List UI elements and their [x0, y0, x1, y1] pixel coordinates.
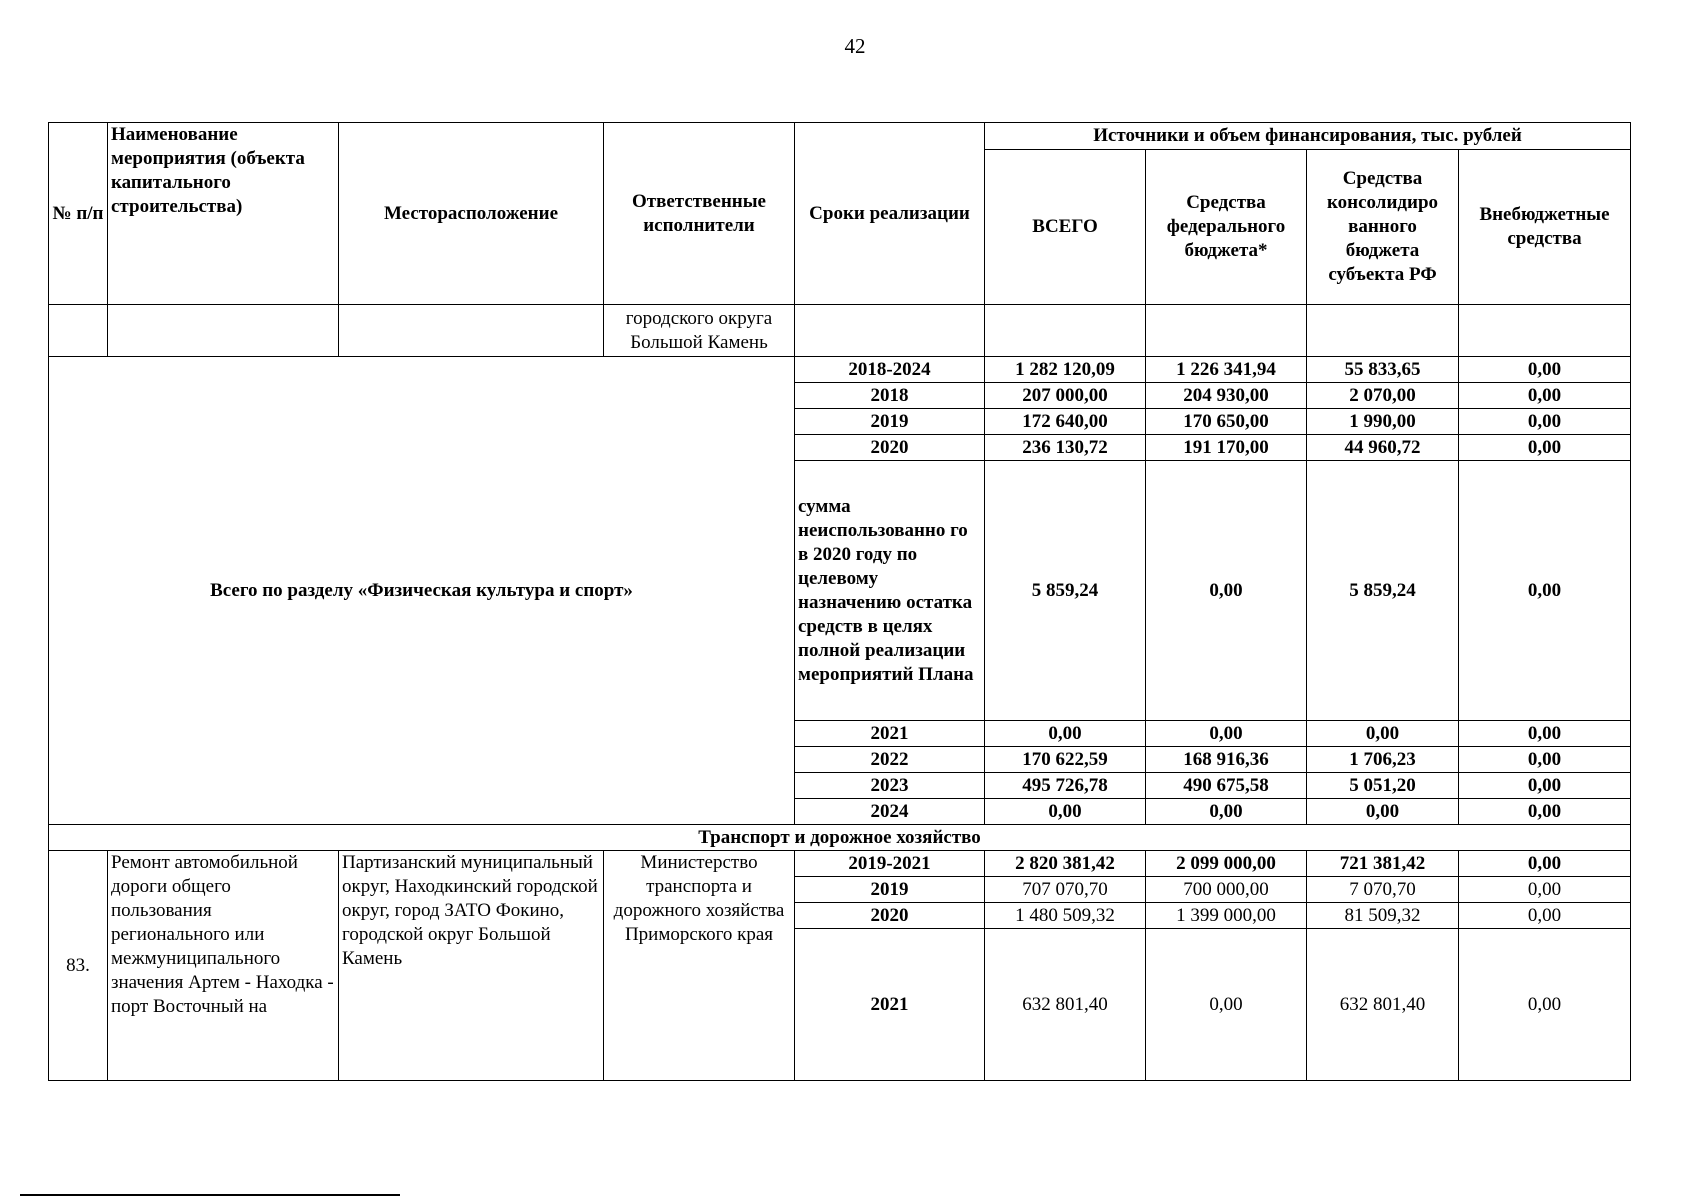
consolidated-cell: 632 801,40: [1307, 929, 1459, 1081]
total-cell: 172 640,00: [985, 409, 1146, 435]
consolidated-cell: 2 070,00: [1307, 383, 1459, 409]
consolidated-cell: 0,00: [1307, 721, 1459, 747]
financing-table: [48, 122, 1631, 1081]
term-cell: 2023: [795, 773, 985, 799]
offbudget-cell: 0,00: [1459, 383, 1631, 409]
term-cell: 2019-2021: [795, 851, 985, 877]
term-cell: 2024: [795, 799, 985, 825]
total-cell: 170 622,59: [985, 747, 1146, 773]
total-cell: 707 070,70: [985, 877, 1146, 903]
offbudget-cell: 0,00: [1459, 435, 1631, 461]
header-executors: Ответственные исполнители: [604, 123, 795, 305]
header-location: Месторасположение: [339, 123, 604, 305]
header-total: ВСЕГО: [985, 150, 1146, 305]
offbudget-cell: 0,00: [1459, 357, 1631, 383]
federal-cell: 191 170,00: [1146, 435, 1307, 461]
header-offbudget: Внебюджетные средства: [1459, 150, 1631, 305]
consolidated-cell: 721 381,42: [1307, 851, 1459, 877]
offbudget-cell: 0,00: [1459, 773, 1631, 799]
term-cell: 2022: [795, 747, 985, 773]
term-cell: 2018: [795, 383, 985, 409]
federal-cell: 168 916,36: [1146, 747, 1307, 773]
consolidated-cell: 5 051,20: [1307, 773, 1459, 799]
term-cell: 2020: [795, 903, 985, 929]
consolidated-cell: 55 833,65: [1307, 357, 1459, 383]
header-num: № п/п: [49, 123, 108, 305]
header-financing-group: Источники и объем финансирования, тыс. рублей: [985, 123, 1631, 150]
continuation-row: [49, 305, 1631, 357]
federal-cell: 0,00: [1146, 929, 1307, 1081]
total-cell: 0,00: [985, 721, 1146, 747]
section-title-row: [49, 825, 1631, 851]
federal-cell: 490 675,58: [1146, 773, 1307, 799]
table-row: [49, 851, 1631, 877]
header-terms: Сроки реализации: [795, 123, 985, 305]
term-cell: 2018-2024: [795, 357, 985, 383]
item-name: Ремонт автомобильной дороги общего пользования регионального или межмуниципального значения Артем - Находка - порт Восточный на: [108, 851, 339, 1081]
total-cell: 495 726,78: [985, 773, 1146, 799]
term-cell-note: сумма неиспользованно го в 2020 году по целевому назначению остатка средств в целях полной реализации мероприятий Плана: [795, 461, 985, 721]
consolidated-cell: 81 509,32: [1307, 903, 1459, 929]
total-cell: 1 282 120,09: [985, 357, 1146, 383]
consolidated-cell: 1 990,00: [1307, 409, 1459, 435]
federal-cell: 700 000,00: [1146, 877, 1307, 903]
continuation-executors: городского округа Большой Камень: [604, 305, 795, 357]
offbudget-cell: 0,00: [1459, 877, 1631, 903]
term-cell: 2021: [795, 721, 985, 747]
total-cell: 236 130,72: [985, 435, 1146, 461]
offbudget-cell: 0,00: [1459, 799, 1631, 825]
offbudget-cell: 0,00: [1459, 747, 1631, 773]
page-number: 42: [844, 34, 866, 58]
table-row: [49, 357, 1631, 383]
term-cell: 2020: [795, 435, 985, 461]
header-consolidated: Средства консолидиро ванного бюджета субъекта РФ: [1307, 150, 1459, 305]
consolidated-cell: 0,00: [1307, 799, 1459, 825]
federal-cell: 1 399 000,00: [1146, 903, 1307, 929]
term-cell: 2021: [795, 929, 985, 1081]
consolidated-cell: 7 070,70: [1307, 877, 1459, 903]
federal-cell: 2 099 000,00: [1146, 851, 1307, 877]
item-number: 83.: [49, 851, 108, 1081]
total-cell: 2 820 381,42: [985, 851, 1146, 877]
term-cell: 2019: [795, 877, 985, 903]
consolidated-cell: 44 960,72: [1307, 435, 1459, 461]
offbudget-cell: 0,00: [1459, 929, 1631, 1081]
total-cell: 632 801,40: [985, 929, 1146, 1081]
footnote-separator: [20, 1194, 400, 1196]
total-cell: 0,00: [985, 799, 1146, 825]
federal-cell: 0,00: [1146, 799, 1307, 825]
consolidated-cell: 1 706,23: [1307, 747, 1459, 773]
item-location: Партизанский муниципальный округ, Находкинский городской округ, город ЗАТО Фокино, городской округ Большой Камень: [339, 851, 604, 1081]
federal-cell: 170 650,00: [1146, 409, 1307, 435]
item-executors: Министерство транспорта и дорожного хозяйства Приморского края: [604, 851, 795, 1081]
consolidated-cell: 5 859,24: [1307, 461, 1459, 721]
section-total-label: Всего по разделу «Физическая культура и спорт»: [49, 357, 795, 825]
header-federal: Средства федерального бюджета*: [1146, 150, 1307, 305]
offbudget-cell: 0,00: [1459, 409, 1631, 435]
section-title-transport: Транспорт и дорожное хозяйство: [49, 825, 1631, 851]
federal-cell: 1 226 341,94: [1146, 357, 1307, 383]
offbudget-cell: 0,00: [1459, 461, 1631, 721]
header-name: Наименование мероприятия (объекта капитального строительства): [108, 123, 339, 305]
federal-cell: 0,00: [1146, 721, 1307, 747]
total-cell: 207 000,00: [985, 383, 1146, 409]
offbudget-cell: 0,00: [1459, 851, 1631, 877]
federal-cell: 204 930,00: [1146, 383, 1307, 409]
offbudget-cell: 0,00: [1459, 721, 1631, 747]
total-cell: 1 480 509,32: [985, 903, 1146, 929]
federal-cell: 0,00: [1146, 461, 1307, 721]
total-cell: 5 859,24: [985, 461, 1146, 721]
header-row: [49, 123, 1631, 150]
term-cell: 2019: [795, 409, 985, 435]
offbudget-cell: 0,00: [1459, 903, 1631, 929]
